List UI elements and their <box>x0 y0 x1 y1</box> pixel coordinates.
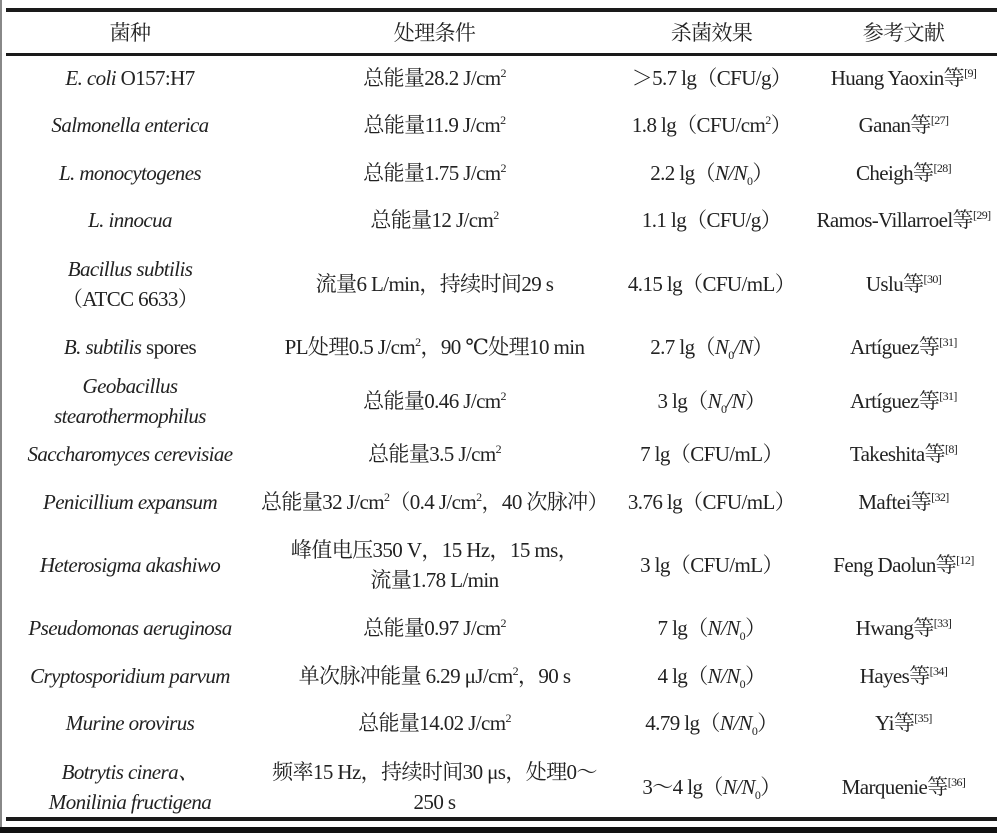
reference-cell <box>810 197 997 245</box>
cell-text: N <box>707 388 722 413</box>
strain-cell <box>4 149 256 197</box>
subscript: 0 <box>751 724 758 739</box>
superscript: [8] <box>944 442 958 457</box>
cell-text: 峰值电压350 V，15 Hz，15 ms， <box>290 538 579 562</box>
superscript: [32] <box>931 489 949 504</box>
cell-text: 2.2 lg（ <box>650 160 715 185</box>
cell-text: Artíguez等 <box>850 334 940 359</box>
cell-text: E. coli <box>65 65 116 90</box>
subscript: 0 <box>754 787 761 802</box>
superscript: 2 <box>383 489 390 504</box>
cell-text: Salmonella enterica <box>51 113 209 138</box>
cell-text: ） <box>745 663 766 688</box>
cell-text: （0.4 J/cm <box>389 489 477 514</box>
strain-cell <box>4 323 256 371</box>
table-row <box>4 323 997 371</box>
cell-text: 3～4 lg（ <box>642 774 723 799</box>
cell-text: Huang Yaoxin等 <box>830 65 965 90</box>
effect-cell <box>613 197 810 245</box>
cell-text: Pseudomonas aeruginosa <box>28 616 232 641</box>
superscript: [28] <box>933 160 952 175</box>
cell-text: Murine orovirus <box>65 711 195 736</box>
cell-text: Cheigh等 <box>855 160 934 185</box>
cell-text: B. subtilis <box>63 334 142 359</box>
reference-cell <box>810 605 997 653</box>
table-row <box>4 526 997 605</box>
cell-text: N/N <box>719 711 752 736</box>
table-row <box>4 102 997 150</box>
treatment-cell <box>256 747 613 826</box>
table-row <box>4 431 997 479</box>
superscript: [9] <box>964 65 977 80</box>
cell-text: 7 lg（ <box>657 616 708 641</box>
superscript: 2 <box>415 334 421 349</box>
cell-text: 总能量12 J/cm <box>370 208 494 233</box>
cell-text: O157:H7 <box>116 65 195 90</box>
cell-text: Artíguez等 <box>850 388 940 413</box>
cell-text: 3 lg（CFU/mL） <box>640 553 783 577</box>
strain-cell <box>4 431 256 479</box>
treatment-cell <box>256 323 613 371</box>
treatment-cell <box>256 431 613 479</box>
subscript: 0 <box>728 347 734 362</box>
cell-text: 1.1 lg（CFU/g） <box>641 208 782 233</box>
superscript: 2 <box>500 65 506 80</box>
cell-text: Hayes等 <box>859 663 930 688</box>
cell-text: Botrytis cinera、 <box>61 759 199 784</box>
page-left-border <box>0 0 2 833</box>
reference-cell <box>810 700 997 748</box>
effect-cell <box>613 747 810 826</box>
superscript: 2 <box>500 160 506 175</box>
effect-cell <box>613 244 810 323</box>
cell-text: ，90 s <box>517 663 571 688</box>
cell-text: 4.79 lg（ <box>645 711 720 736</box>
strain-cell <box>4 102 256 150</box>
treatment-cell <box>256 244 613 323</box>
reference-cell <box>810 526 997 605</box>
subscript: 0 <box>721 401 727 416</box>
effect-cell <box>613 54 810 102</box>
cell-text: 流量6 L/min，持续时间29 s <box>315 271 554 296</box>
treatment-cell <box>256 102 613 150</box>
strain-cell <box>4 700 256 748</box>
strain-cell <box>4 197 256 245</box>
treatment-cell <box>256 197 613 245</box>
cell-text: ） <box>752 160 773 185</box>
cell-text: 总能量0.46 J/cm <box>363 388 501 413</box>
table-row <box>4 244 997 323</box>
superscript: [31] <box>939 334 957 349</box>
treatment-cell <box>256 700 613 748</box>
superscript: [31] <box>939 388 957 403</box>
cell-text: 总能量3.5 J/cm <box>368 442 496 467</box>
superscript: [34] <box>929 663 948 678</box>
superscript: [27] <box>930 113 949 128</box>
treatment-cell <box>256 54 613 102</box>
effect-cell <box>613 605 810 653</box>
strain-cell <box>4 371 256 431</box>
effect-cell <box>613 526 810 605</box>
table-row <box>4 652 997 700</box>
treatment-cell <box>256 371 613 431</box>
superscript: 2 <box>765 113 771 128</box>
reference-cell <box>810 149 997 197</box>
reference-cell <box>810 371 997 431</box>
cell-text: ） <box>752 334 773 359</box>
cell-text: N/N <box>714 160 747 185</box>
cell-text: Feng Daolun等 <box>833 553 957 577</box>
superscript: [29] <box>972 208 991 223</box>
cell-text: Heterosigma akashiwo <box>39 553 221 577</box>
cell-text: ，90 ℃处理10 min <box>420 334 585 359</box>
effect-cell <box>613 478 810 526</box>
strain-cell <box>4 747 256 826</box>
table-row <box>4 149 997 197</box>
cell-text: ） <box>760 774 781 799</box>
superscript: 2 <box>476 489 482 504</box>
strain-cell <box>4 605 256 653</box>
cell-text: 4.15 lg（CFU/mL） <box>627 271 796 296</box>
table-header-row <box>4 12 997 54</box>
cell-text: ，40 次脉冲） <box>481 489 608 514</box>
cell-text: Bacillus subtilis <box>67 256 193 281</box>
effect-cell <box>613 102 810 150</box>
cell-text: Ramos-Villarroel等 <box>816 208 973 233</box>
table-row <box>4 747 997 826</box>
superscript: [35] <box>914 711 932 726</box>
cell-text: Ganan等 <box>858 113 931 138</box>
header-strain: 菌种 <box>109 21 151 45</box>
cell-text: 3 lg（ <box>657 388 708 413</box>
superscript: [33] <box>933 616 952 631</box>
cell-text: 总能量32 J/cm <box>261 489 384 514</box>
effect-cell <box>613 323 810 371</box>
cell-text: L. monocytogenes <box>58 160 202 185</box>
superscript: 2 <box>495 442 501 457</box>
table-row <box>4 197 997 245</box>
cell-text: 总能量14.02 J/cm <box>358 711 506 736</box>
table-row <box>4 478 997 526</box>
header-sterilization-effect: 杀菌效果 <box>670 21 753 45</box>
superscript: 2 <box>512 663 518 678</box>
reference-cell <box>810 747 997 826</box>
cell-text: 总能量1.75 J/cm <box>363 160 501 185</box>
treatment-cell <box>256 478 613 526</box>
cell-text: PL处理0.5 J/cm <box>284 334 416 359</box>
cell-text: 7 lg（CFU/mL） <box>640 442 783 467</box>
cell-text: ） <box>745 616 766 641</box>
header-treatment-conditions: 处理条件 <box>393 21 476 45</box>
treatment-cell <box>256 526 613 605</box>
superscript: 2 <box>500 616 506 631</box>
strain-cell <box>4 244 256 323</box>
cell-text: Penicillium expansum <box>42 489 218 514</box>
table-row <box>4 54 997 102</box>
cell-text: 总能量28.2 J/cm <box>363 65 501 90</box>
superscript: [30] <box>923 271 942 286</box>
cell-text: Saccharomyces cerevisiae <box>27 442 233 467</box>
cell-text: N <box>714 334 729 359</box>
cell-text: Maftei等 <box>858 489 932 514</box>
strain-cell <box>4 526 256 605</box>
cell-text: ） <box>745 388 766 413</box>
cell-text: ） <box>770 113 792 138</box>
strain-cell <box>4 478 256 526</box>
superscript: 2 <box>500 388 506 403</box>
cell-text: 2.7 lg（ <box>650 334 715 359</box>
cell-text: （ATCC 6633） <box>61 286 199 311</box>
treatment-cell <box>256 652 613 700</box>
superscript: 2 <box>500 113 506 128</box>
superscript: 2 <box>493 208 499 223</box>
cell-text: Takeshita等 <box>849 442 945 467</box>
reference-cell <box>810 102 997 150</box>
page-bottom-bar <box>0 827 997 833</box>
cell-text: /N <box>733 334 753 359</box>
cell-text: 流量1.78 L/min <box>370 568 499 592</box>
effect-cell <box>613 371 810 431</box>
table-row <box>4 605 997 653</box>
cell-text: L. innocua <box>88 208 172 233</box>
cell-text: Cryptosporidium parvum <box>30 663 230 688</box>
superscript: [12] <box>956 553 974 567</box>
cell-text: 1.8 lg（CFU/cm <box>631 113 766 138</box>
cell-text: N/N <box>707 663 740 688</box>
reference-cell <box>810 54 997 102</box>
cell-text: 总能量11.9 J/cm <box>363 113 501 138</box>
treatment-cell <box>256 605 613 653</box>
subscript: 0 <box>746 173 753 188</box>
strain-cell <box>4 652 256 700</box>
superscript: 2 <box>505 711 511 726</box>
treatment-cell <box>256 149 613 197</box>
reference-cell <box>810 244 997 323</box>
reference-cell <box>810 652 997 700</box>
subscript: 0 <box>739 676 746 691</box>
cell-text: ＞5.7 lg（CFU/g） <box>631 65 792 90</box>
cell-text: Geobacillus stearothermophilus <box>54 373 206 428</box>
cell-text: N/N <box>722 774 755 799</box>
cell-text: Yi等 <box>875 711 915 736</box>
cell-text: Hwang等 <box>855 616 934 641</box>
effect-cell <box>613 149 810 197</box>
subscript: 0 <box>739 629 746 644</box>
sterilization-effects-table <box>4 12 997 826</box>
reference-cell <box>810 431 997 479</box>
effect-cell <box>613 431 810 479</box>
cell-text: 频率15 Hz，持续时间30 μs，处理0～250 s <box>272 759 597 814</box>
reference-cell <box>810 478 997 526</box>
cell-text: 4 lg（ <box>657 663 708 688</box>
cell-text: Marquenie等 <box>841 774 948 799</box>
effect-cell <box>613 652 810 700</box>
cell-text: Uslu等 <box>865 271 924 296</box>
table-row <box>4 700 997 748</box>
reference-cell <box>810 323 997 371</box>
cell-text: ） <box>757 711 778 736</box>
cell-text: /N <box>726 388 746 413</box>
header-references: 参考文献 <box>862 21 945 45</box>
table-row <box>4 371 997 431</box>
cell-text: N/N <box>707 616 740 641</box>
table-body <box>4 54 997 826</box>
cell-text: 单次脉冲能量 6.29 μJ/cm <box>298 663 513 688</box>
strain-cell <box>4 54 256 102</box>
superscript: [36] <box>947 774 966 789</box>
cell-text: 总能量0.97 J/cm <box>363 616 501 641</box>
cell-text: Monilinia fructigena <box>48 789 212 814</box>
cell-text: 3.76 lg（CFU/mL） <box>627 489 796 514</box>
cell-text: spores <box>141 334 197 359</box>
effect-cell <box>613 700 810 748</box>
